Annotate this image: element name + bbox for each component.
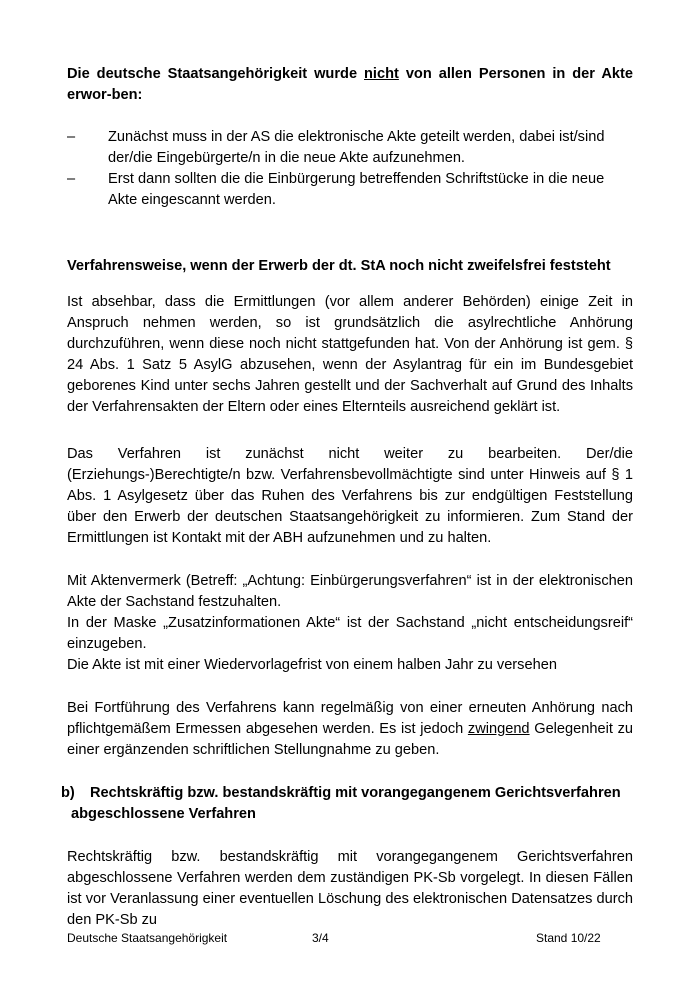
paragraph-aktenvermerk bbox=[67, 571, 633, 676]
fortfuehrung-underlined: zwingend bbox=[467, 721, 530, 737]
maske-line: In der Maske „Zusatzinformationen Akte“ ist der Sachstand „nicht entscheidungsreif“ einzugeben. bbox=[67, 615, 633, 652]
heading-nicht-erworben bbox=[67, 64, 633, 106]
bullet-text: Zunächst muss in der AS die elektronische Akte geteilt werden, dabei ist/sind der/die Eingebürgerte/n in die neue Akte aufzunehmen. bbox=[108, 129, 605, 166]
paragraph-ruhen-verfahren: Das Verfahren ist zunächst nicht weiter zu bearbeiten. Der/die (Erziehungs-)Berechtigte/n bzw. Verfahrensbevollmächtigte sind unter Hinweis auf § 1 Abs. 1 Asylgesetz über das Ruhen des Verfahrens bis zur endgültigen Feststellung über den Erwerb der deutschen Staatsangehörigkeit zu informieren. Zum Stand der Ermittlungen ist Kontakt mit der ABH aufzunehmen und zu halten. bbox=[67, 446, 633, 546]
wiedervorlage-line: Die Akte ist mit einer Wiedervorlagefrist von einem halben Jahr zu versehen bbox=[67, 657, 557, 673]
bullet-list bbox=[67, 127, 633, 211]
dash-marker: – bbox=[67, 171, 76, 187]
fortfuehrung-text-end: Gelegenheit zu einer ergänzenden schriftlichen Stellungnahme zu geben. bbox=[67, 721, 633, 758]
aktenvermerk-line: Mit Aktenvermerk (Betreff: „Achtung: Einbürgerungsverfahren“ ist in der elektronischen Akte der Sachstand festzuhalten. bbox=[67, 573, 633, 610]
footer-page-number: 3/4 bbox=[312, 931, 329, 945]
bullet-item bbox=[67, 127, 633, 169]
paragraph-rechtskraeftig: Rechtskräftig bzw. bestandskräftig mit vorangegangenem Gerichtsverfahren abgeschlossene Verfahren werden dem zuständigen PK-Sb vorgelegt. In diesen Fällen ist vor Veranlassung einer eventuellen Löschung des elektronischen Datensatzes durch den PK-Sb zu bbox=[67, 849, 633, 928]
fortfuehrung-text-start: Bei Fortführung des Verfahrens kann regelmäßig von einer erneuten Anhörung nach pflichtgemäßem Ermessen abgesehen werden. Es ist jedoch bbox=[67, 700, 633, 737]
heading-verfahrensweise: Verfahrensweise, wenn der Erwerb der dt. StA noch nicht zweifelsfrei feststeht bbox=[67, 258, 611, 274]
section-heading-text: Rechtskräftig bzw. bestandskräftig mit vorangegangenem Gerichtsverfahren abgeschlossene Verfahren bbox=[71, 785, 621, 822]
heading-nicht-underlined: nicht bbox=[364, 66, 399, 82]
heading-nicht-text-end: von allen Personen in der Akte erwor-ben: bbox=[67, 66, 633, 103]
footer-document-title: Deutsche Staatsangehörigkeit bbox=[67, 931, 228, 945]
paragraph-ermittlungen: Ist absehbar, dass die Ermittlungen (vor allem anderer Behörden) einige Zeit in Anspruch nehmen werden, so ist grundsätzlich die asylrechtliche Anhörung durchzuführen, wenn diese noch nicht stattgefunden hat. Von der Anhörung ist gem. § 24 Abs. 1 Satz 5 AsylG abzusehen, wenn der Asylantrag für ein im Bundesgebiet geborenes Kind unter sechs Jahren gestellt und der Sachverhalt auf Grund des Inhalts der Verfahrensakten der Eltern oder eines Elternteils ausreichend geklärt ist. bbox=[67, 294, 633, 415]
footer-version: Stand 10/22 bbox=[536, 931, 601, 945]
bullet-text: Erst dann sollten die die Einbürgerung betreffenden Schriftstücke in die neue Akte eingescannt werden. bbox=[108, 171, 605, 208]
heading-nicht-text-start: Die deutsche Staatsangehörigkeit wurde bbox=[67, 66, 364, 82]
section-heading-b bbox=[61, 783, 635, 825]
page-footer bbox=[67, 931, 633, 949]
bullet-item bbox=[67, 169, 633, 211]
section-letter: b) bbox=[61, 785, 75, 801]
dash-marker: – bbox=[67, 129, 76, 145]
paragraph-fortfuehrung bbox=[67, 698, 633, 761]
